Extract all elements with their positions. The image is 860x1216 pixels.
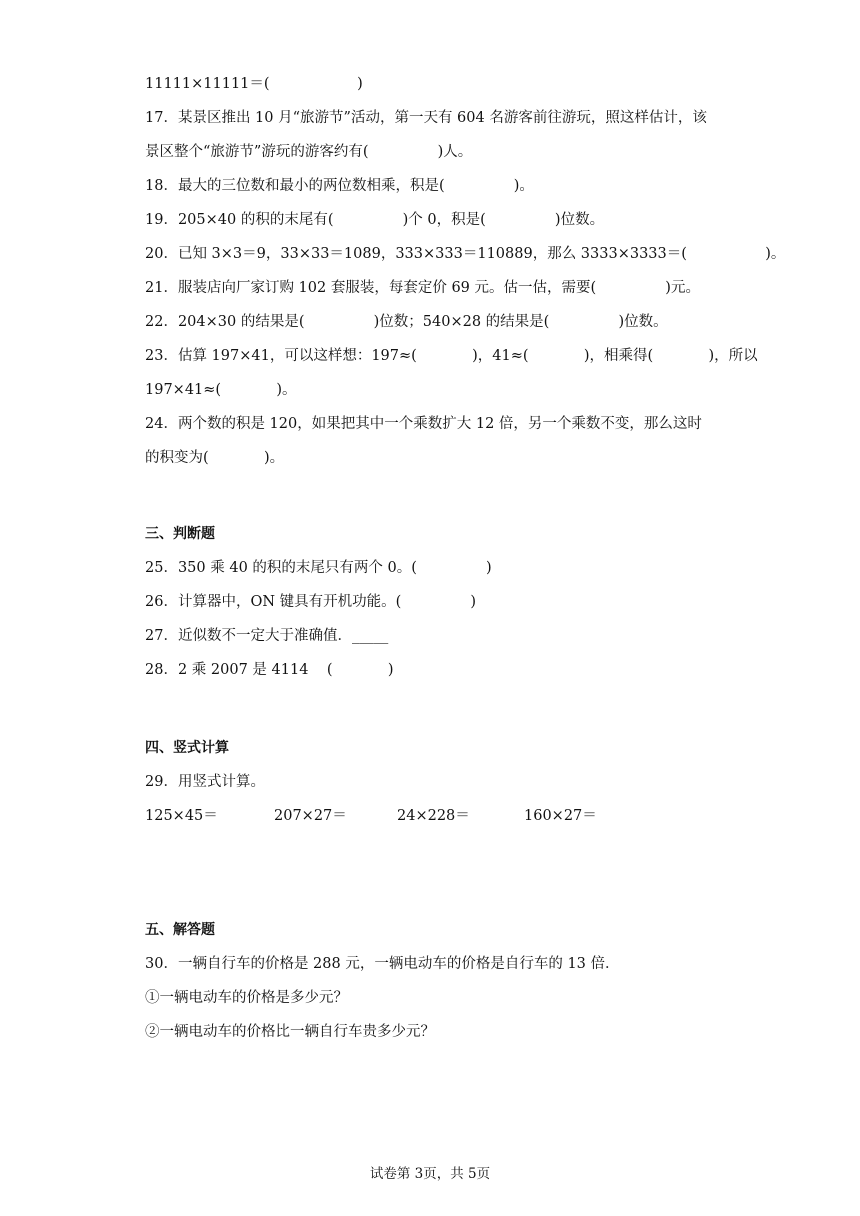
question-24-line-1: 24．两个数的积是 120，如果把其中一个乘数扩大 12 倍，另一个乘数不变，那么这时: [145, 416, 702, 432]
calc-problem-3: 24×228＝: [397, 808, 470, 824]
question-22: 22．204×30 的结果是( )位数；540×28 的结果是( )位数。: [145, 314, 668, 330]
question-17-line-1: 17．某景区推出 10 月“旅游节”活动，第一天有 604 名游客前往游玩，照这样估计，该: [145, 110, 707, 126]
question-27: 27．近似数不一定大于准确值．_____: [145, 628, 389, 644]
question-23-line-1: 23．估算 197×41，可以这样想：197≈( )，41≈( )，相乘得( )，所以: [145, 348, 758, 364]
page-footer: 试卷第 3页，共 5页: [369, 1166, 491, 1182]
calc-problem-4: 160×27＝: [524, 808, 597, 824]
question-16-line: 11111×11111＝( ): [145, 76, 363, 92]
question-30: 30．一辆自行车的价格是 288 元，一辆电动车的价格是自行车的 13 倍．: [145, 956, 620, 972]
question-30-part-2: ②一辆电动车的价格比一辆自行车贵多少元？: [145, 1024, 435, 1040]
question-25: 25．350 乘 40 的积的末尾只有两个 0。( ): [145, 560, 492, 576]
question-20: 20．已知 3×3＝9，33×33＝1089，333×333＝110889，那么 3333×3333＝( )。: [145, 246, 786, 262]
section-heading-vertical-calc: 四、竖式计算: [145, 740, 229, 756]
question-18: 18．最大的三位数和最小的两位数相乘，积是( )。: [145, 178, 534, 194]
section-heading-answer: 五、解答题: [145, 922, 215, 938]
question-19: 19．205×40 的积的末尾有( )个 0，积是( )位数。: [145, 212, 605, 228]
question-17-line-2: 景区整个“旅游节”游玩的游客约有( )人。: [145, 144, 473, 160]
calc-problem-1: 125×45＝: [145, 808, 218, 824]
calc-problem-2: 207×27＝: [274, 808, 347, 824]
question-24-line-2: 的积变为( )。: [145, 450, 285, 466]
question-21: 21．服装店向厂家订购 102 套服装，每套定价 69 元。估一估，需要( )元。: [145, 280, 700, 296]
question-23-line-2: 197×41≈( )。: [145, 382, 297, 398]
question-30-part-1: ①一辆电动车的价格是多少元？: [145, 990, 348, 1006]
question-26: 26．计算器中，ON 键具有开机功能。( ): [145, 594, 477, 610]
question-29-prompt: 29．用竖式计算。: [145, 774, 265, 790]
section-heading-judgment: 三、判断题: [145, 526, 215, 542]
question-28: 28．2 乘 2007 是 4114 ( ): [145, 662, 394, 678]
